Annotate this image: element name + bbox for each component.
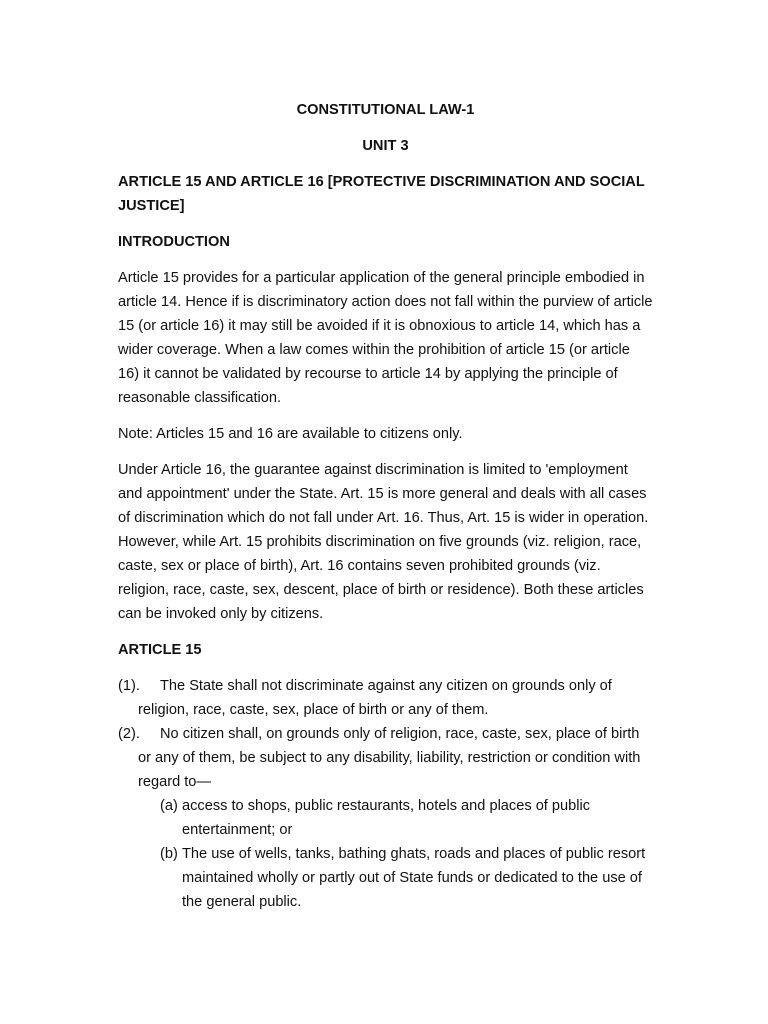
article15-subclause-list bbox=[118, 794, 653, 914]
clause-number: (2). bbox=[118, 726, 140, 742]
subclause-item bbox=[160, 842, 653, 914]
document-title: CONSTITUTIONAL LAW-1 bbox=[296, 102, 475, 118]
intro-paragraph: Article 15 provides for a particular application of the general principle embodied in article 14. Hence if is discriminatory action does not fall within the purview of article 15 (or article 16) it may still be avoided if it is obnoxious to article 14, which has a wider coverage. When a law comes within the prohibition of article 15 (or article 16) it cannot be validated by recourse to article 14 by applying the principle of reasonable classification. bbox=[118, 270, 653, 406]
subclause-number: (a) bbox=[160, 798, 178, 814]
article15-heading: ARTICLE 15 bbox=[118, 642, 202, 658]
document-content bbox=[118, 98, 653, 914]
clause-text: The State shall not discriminate against any citizen on grounds only of religion, race, caste, sex, place of birth or any of them. bbox=[138, 678, 612, 718]
clause-item bbox=[118, 722, 653, 794]
clause-item bbox=[118, 674, 653, 722]
subclause-text: The use of wells, tanks, bathing ghats, roads and places of public resort maintained wholly or partly out of State funds or dedicated to the use of the general public. bbox=[182, 846, 646, 910]
unit-heading: UNIT 3 bbox=[362, 138, 409, 154]
article16-paragraph: Under Article 16, the guarantee against discrimination is limited to 'employment and appointment' under the State. Art. 15 is more general and deals with all cases of discrimination which do not fall under Art. 16. Thus, Art. 15 is wider in operation. However, while Art. 15 prohibits discrimination on five grounds (viz. religion, race, caste, sex or place of birth), Art. 16 contains seven prohibited grounds (viz. religion, race, caste, sex, descent, place of birth or residence). Both these articles can be invoked only by citizens. bbox=[118, 462, 649, 622]
subclause-text: access to shops, public restaurants, hotels and places of public entertainment; or bbox=[182, 798, 591, 838]
introduction-heading: INTRODUCTION bbox=[118, 234, 230, 250]
note-paragraph: Note: Articles 15 and 16 are available to citizens only. bbox=[118, 426, 463, 442]
clause-text: No citizen shall, on grounds only of religion, race, caste, sex, place of birth or any of them, be subject to any disability, liability, restriction or condition with regard to— bbox=[138, 726, 641, 790]
clause-number: (1). bbox=[118, 678, 140, 694]
subclause-item bbox=[160, 794, 653, 842]
main-heading: ARTICLE 15 AND ARTICLE 16 [PROTECTIVE DISCRIMINATION AND SOCIAL JUSTICE] bbox=[118, 174, 645, 214]
subclause-number: (b) bbox=[160, 846, 178, 862]
article15-clause-list bbox=[118, 674, 653, 794]
